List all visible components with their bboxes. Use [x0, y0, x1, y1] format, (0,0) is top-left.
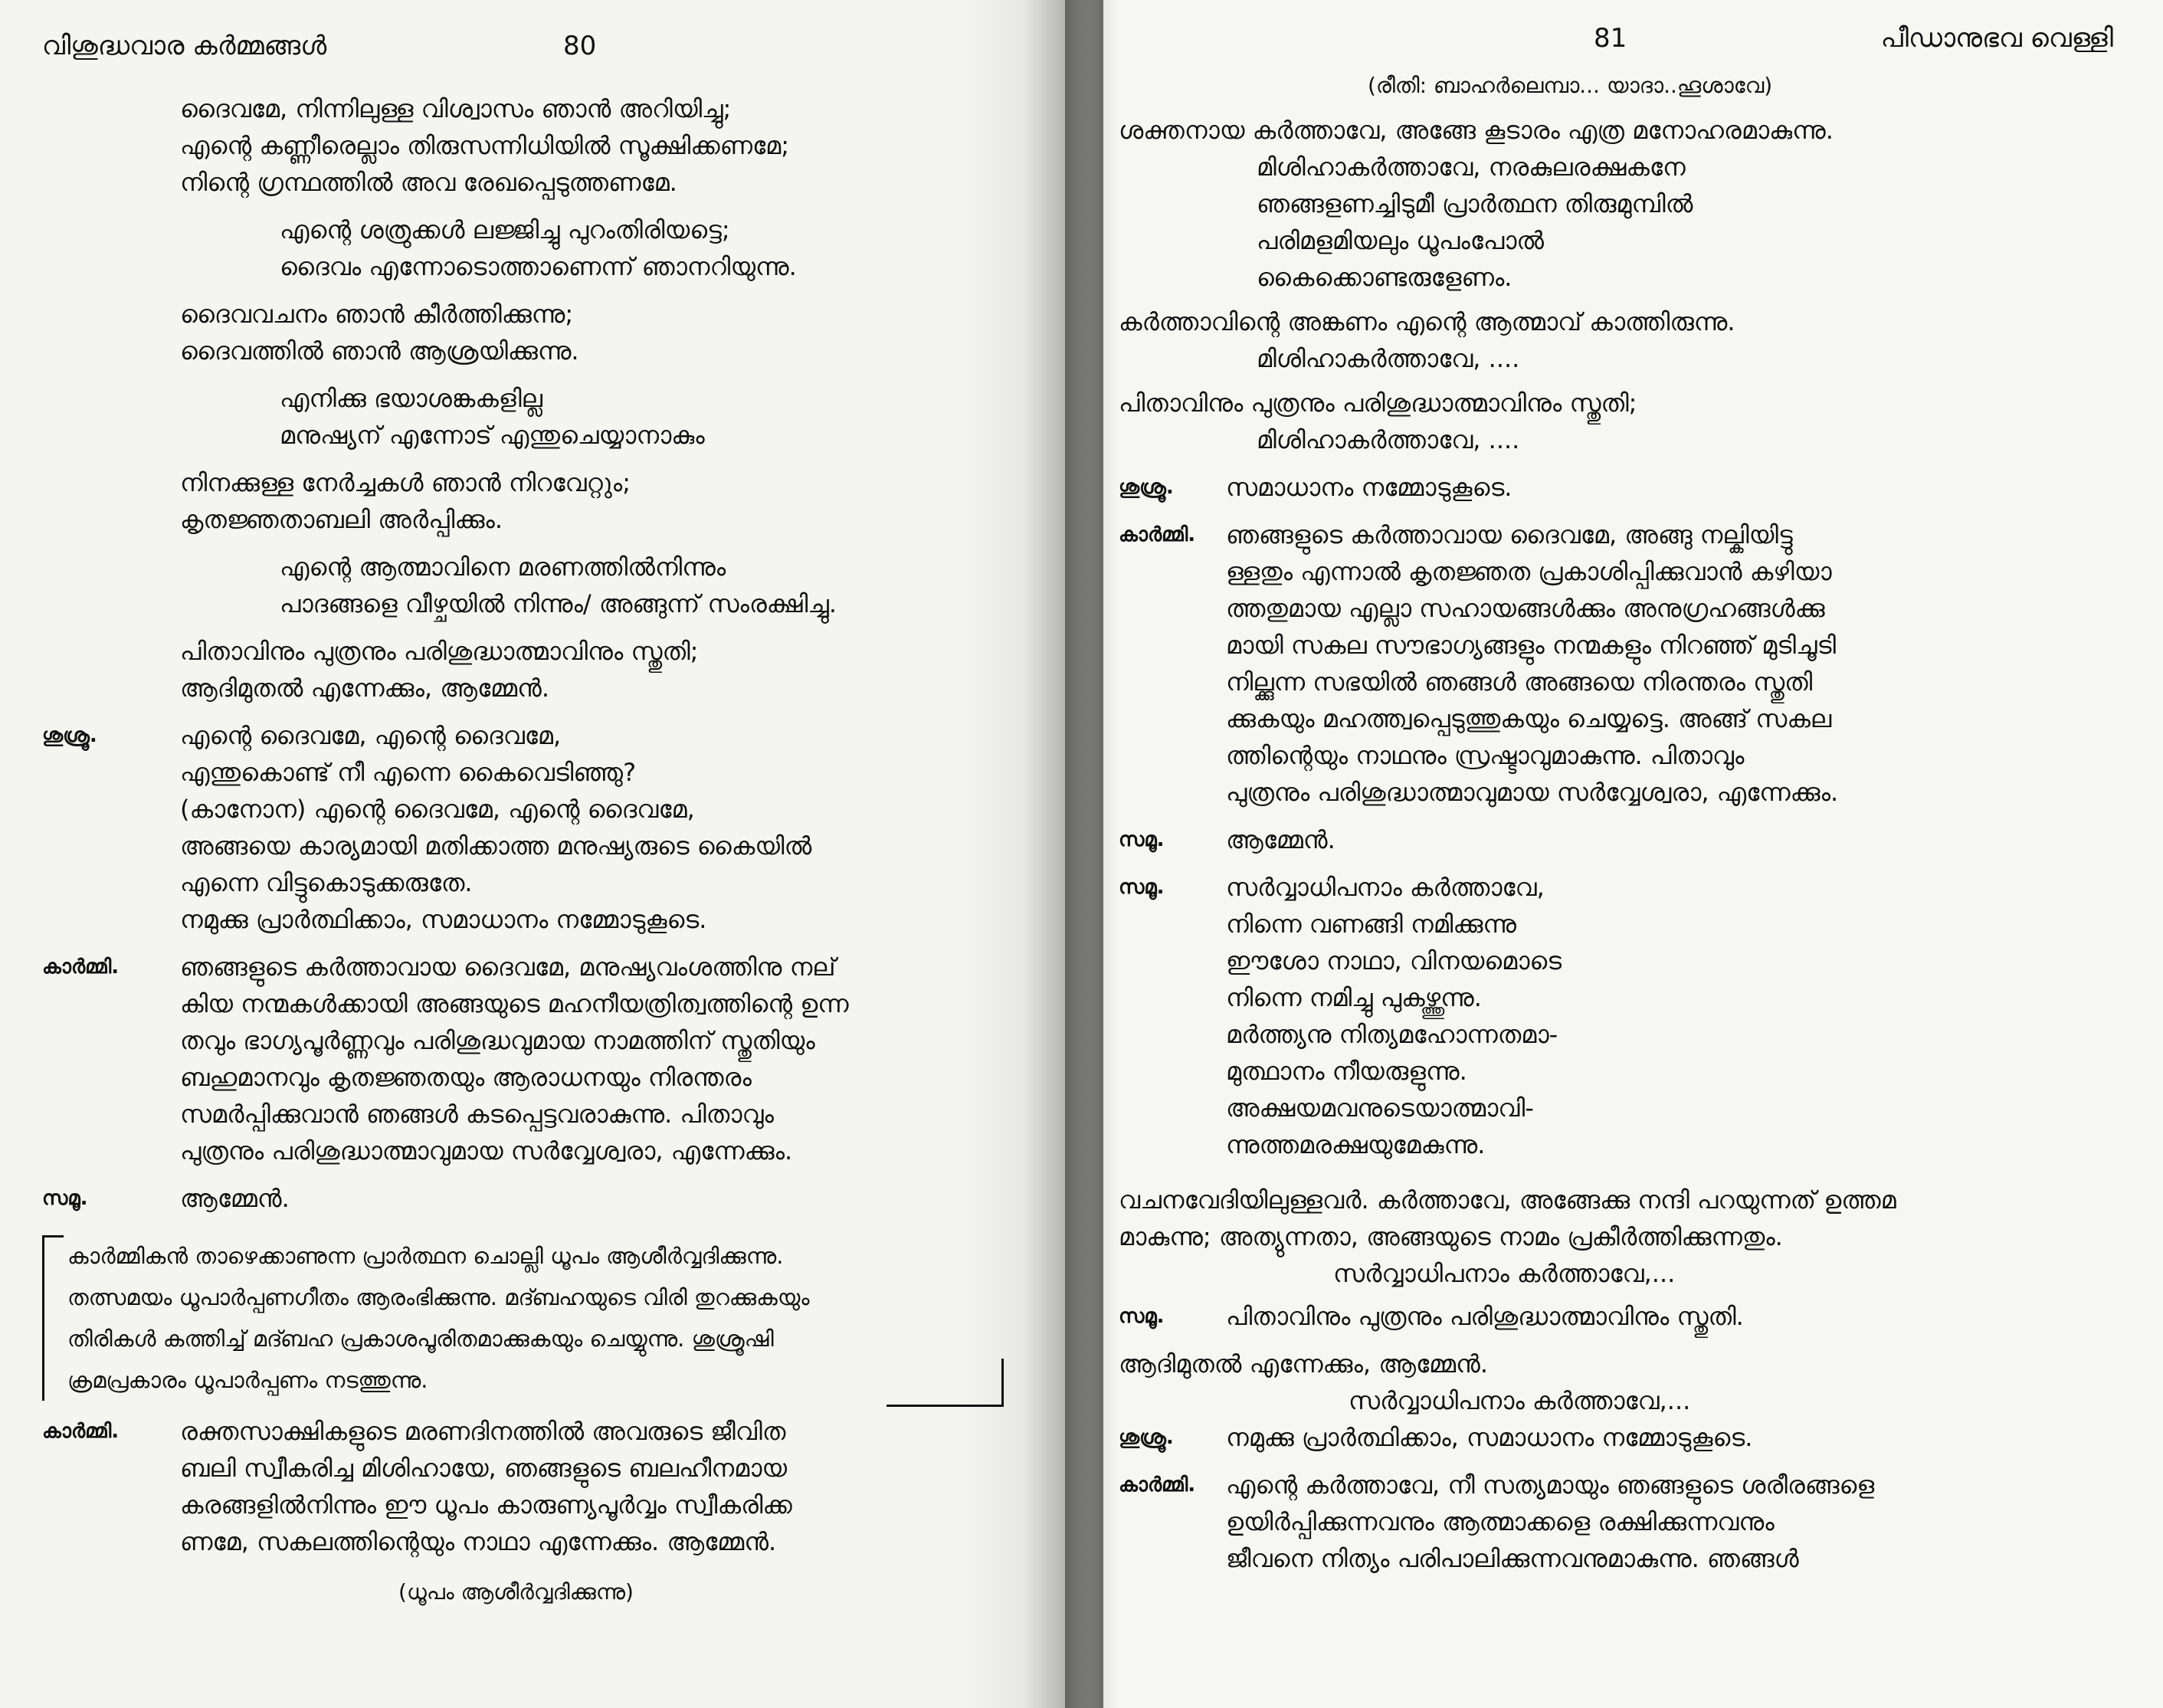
dialogue-line: ത്തതുമായ എല്ലാ സഹായങ്ങൾക്കും അനുഗ്രഹങ്ങൾക്കു — [1226, 594, 1825, 623]
closing-doxology — [1119, 1298, 2144, 1346]
speaker-label — [1119, 1016, 1226, 1053]
spacer — [42, 538, 1034, 549]
dialogue-line: എന്തുകൊണ്ട് നീ എന്നെ കൈവെടിഞ്ഞു? — [180, 758, 637, 787]
speaker-label — [42, 985, 180, 1022]
speaker-label: ശുശ്രൂ. — [42, 724, 97, 747]
spacer — [42, 201, 1034, 211]
dialogue-row — [1119, 737, 2144, 774]
verse-line: കൃതജ്ഞതാബലി അർപ്പിക്കും. — [180, 505, 503, 534]
closing-line: ആദിമുതൽ എന്നേക്കും, ആമ്മേൻ. — [1119, 1349, 1489, 1379]
speaker-label: സമൂ. — [1119, 828, 1165, 851]
right-page-number: 81 — [1594, 23, 1627, 54]
right-header-title: പീഡാനുഭവ വെള്ളി — [1880, 23, 2113, 54]
speaker-label: ശുശ്രൂ. — [1119, 1426, 1174, 1449]
verse-line: ദൈവത്തിൽ ഞാൻ ആശ്രയിക്കുന്നു. — [180, 336, 579, 366]
dialogue-row — [1119, 943, 2144, 979]
dialogue-row — [1119, 869, 2144, 906]
spacer — [1119, 458, 2144, 469]
speaker-label — [1119, 664, 1226, 700]
hymn-line: കൈക്കൊണ്ടരുളേണം. — [1257, 263, 1512, 292]
dialogue-line: ന്നുത്തമരക്ഷയുമേകുന്നു. — [1226, 1130, 1486, 1159]
speaker-label — [42, 1487, 180, 1523]
dialogue-line: ആമ്മേൻ. — [180, 1184, 290, 1213]
verse-block — [42, 633, 1034, 706]
speaker-label — [42, 1523, 180, 1560]
tune-note: (രീതി: ബാഹർലെമ്പാ... യാദാ..ഹൂശാവേ) — [1368, 73, 1773, 98]
dialogue-line: (കാനോന) എന്റെ ദൈവമേ, എന്റെ ദൈവമേ, — [180, 795, 695, 824]
spacer — [1119, 858, 2144, 869]
dialogue-line: നിന്നെ നമിച്ചു പുകഴ്ത്തുന്നു. — [1226, 983, 1482, 1012]
spacer — [42, 369, 1034, 380]
right-page — [1065, 0, 2163, 1708]
speaker-label — [42, 901, 180, 938]
dialogue-line: ഈശോ നാഥാ, വിനയമൊടെ — [1226, 946, 1562, 975]
dialogue-row — [42, 1096, 1034, 1133]
verse-line: മനുഷ്യന് എന്നോട് എന്തുചെയ്യാനാകും — [280, 421, 705, 450]
dialogue-row — [42, 901, 1034, 938]
verse-line: ദൈവമേ, നിന്നിലുള്ള വിശ്വാസം ഞാൻ അറിയിച്ചു; — [180, 94, 732, 123]
speaker-label — [1119, 774, 1226, 811]
left-psalm-verses — [42, 90, 1034, 717]
dialogue-line: ആമ്മേൻ. — [1226, 825, 1335, 854]
rubric-line: തത്സമയം ധൂപാർപ്പണഗീതം ആരംഭിക്കുന്നു. മദ്ബഹയുടെ വിരി തുറക്കുകയും — [67, 1284, 810, 1310]
spacer — [1119, 1335, 2144, 1346]
dialogue-row — [1119, 1503, 2144, 1540]
dialogue-line: മുത്ഥാനം നീയരുളുന്നു. — [1226, 1057, 1467, 1086]
dialogue-row — [1119, 821, 2144, 858]
speaker-label: കാർമ്മി. — [1119, 523, 1196, 546]
spacer — [1119, 506, 2144, 516]
left-dialogue-2 — [42, 1413, 1034, 1571]
dialogue-line: ഞങ്ങളുടെ കർത്താവായ ദൈവമേ, മനുഷ്യവംശത്തിനു നല് — [180, 952, 836, 982]
dialogue-row — [1119, 1053, 2144, 1090]
left-header-title: വിശുദ്ധവാര കർമ്മങ്ങൾ — [42, 31, 327, 61]
spacer — [42, 622, 1034, 633]
dialogue-line: ത്തിന്റെയും നാഥനും സ്രഷ്ടാവുമാകുന്നു. പിതാവും — [1226, 741, 1745, 770]
verse-block — [42, 211, 1034, 285]
spacer — [1119, 1456, 2144, 1467]
spacer — [42, 1217, 1034, 1228]
hymn-line: ഞങ്ങളണച്ചിടുമീ പ്രാർത്ഥന തിരുമുമ്പിൽ — [1257, 189, 1693, 218]
speaker-label — [42, 864, 180, 901]
speaker-label — [1119, 627, 1226, 664]
final-prayer — [1119, 1419, 2144, 1588]
verse-line: നിനക്കുള്ള നേർച്ചകൾ ഞാൻ നിറവേറ്റും; — [180, 468, 631, 497]
dialogue-line: എന്റെ കർത്താവേ, നീ സത്യമായും ഞങ്ങളുടെ ശരീരങ്ങളെ — [1226, 1470, 1875, 1500]
dialogue-line: നിന്നെ വണങ്ങി നമിക്കുന്നു — [1226, 910, 1517, 939]
dialogue-line: പുത്രനും പരിശുദ്ധാത്മാവുമായ സർവ്വേശ്വരാ, എന്നേക്കും. — [1226, 778, 1839, 807]
hymn-line: മിശിഹാകർത്താവേ, .... — [1257, 425, 1520, 454]
speaker-label — [1119, 737, 1226, 774]
dialogue-row — [42, 864, 1034, 901]
spacer — [42, 1560, 1034, 1571]
dialogue-line: അക്ഷയമവനുടെയാത്മാവി- — [1226, 1093, 1534, 1123]
lector-line: വചനവേദിയിലുള്ളവർ. കർത്താവേ, അങ്ങേക്കു നന്ദി പറയുന്നത് ഉത്തമ — [1119, 1185, 1896, 1215]
dialogue-row — [42, 1180, 1034, 1217]
dialogue-line: സമാധാനം നമ്മോടുകൂടെ. — [1226, 473, 1512, 502]
speaker-label — [42, 1133, 180, 1169]
dialogue-row — [1119, 1467, 2144, 1503]
verse-block — [42, 90, 1034, 201]
speaker-label — [42, 754, 180, 791]
spacer — [42, 454, 1034, 464]
verse-line: പിതാവിനും പുത്രനും പരിശുദ്ധാത്മാവിനും സ്തുതി; — [180, 637, 699, 666]
dialogue-line: നമുക്കു പ്രാർത്ഥിക്കാം, സമാധാനം നമ്മോടുകൂടെ. — [1226, 1423, 1753, 1452]
dialogue-line: അങ്ങയെ കാര്യമായി മതിക്കാത്ത മനുഷ്യരുടെ കൈയിൽ — [180, 831, 812, 861]
rubric-line: കാർമ്മികൻ താഴെക്കാണുന്ന പ്രാർത്ഥന ചൊല്ലി ധൂപം ആശീർവ്വദിക്കുന്നു. — [67, 1243, 784, 1269]
dialogue-row — [1119, 700, 2144, 737]
speaker-label: സമൂ. — [42, 1187, 88, 1210]
lector-verse — [1119, 1182, 2144, 1255]
speaker-label — [1119, 906, 1226, 943]
dialogue-line: ണമേ, സകലത്തിന്റെയും നാഥാ എന്നേക്കും. ആമ്മേൻ. — [180, 1527, 777, 1556]
rubric-line: തിരികൾ കത്തിച്ച് മദ്ബഹ പ്രകാശപൂരിതമാക്കുകയും ചെയ്യുന്നു. ശുശ്രൂഷി — [67, 1326, 774, 1352]
dialogue-line: സർവ്വാധിപനാം കർത്താവേ, — [1226, 873, 1545, 902]
speaker-label — [42, 1096, 180, 1133]
spacer — [42, 706, 1034, 717]
speaker-label: ശുശ്രൂ. — [1119, 476, 1174, 499]
dialogue-row — [1119, 906, 2144, 943]
dialogue-line: ബഹുമാനവും കൃതജ്ഞതയും ആരാധനയും നിരന്തരം — [180, 1063, 752, 1092]
dialogue-line: കരങ്ങളിൽനിന്നും ഈ ധൂപം കാരുണ്യപൂർവ്വം സ്വീകരിക്ക — [180, 1490, 792, 1519]
verse-line: പാദങ്ങളെ വീഴ്ചയിൽ നിന്നും/ അങ്ങുന്ന് സംരക്ഷിച്ചു. — [280, 589, 837, 618]
rubric-line: ക്രമപ്രകാരം ധൂപാർപ്പണം നടത്തുന്നു. — [67, 1367, 428, 1393]
dialogue-row — [1119, 1419, 2144, 1456]
speaker-label — [1119, 553, 1226, 590]
speaker-label: സമൂ. — [1119, 876, 1165, 899]
dialogue-line: എന്റെ ദൈവമേ, എന്റെ ദൈവമേ, — [180, 721, 562, 750]
dialogue-line: ക്കുകയും മഹത്ത്വപ്പെടുത്തുകയും ചെയ്യട്ടെ. അങ്ങ് സകല — [1226, 704, 1832, 733]
verse-line: എന്റെ ആത്മാവിനെ മരണത്തിൽനിന്നും — [280, 552, 726, 582]
dialogue-line: ഞങ്ങളുടെ കർത്താവായ ദൈവമേ, അങ്ങു നല്കിയിട്ടു — [1226, 520, 1793, 549]
hymn-line: മിശിഹാകർത്താവേ, നരകുലരക്ഷകനേ — [1257, 152, 1686, 182]
left-page-header — [42, 31, 1034, 77]
dialogue-row — [42, 949, 1034, 985]
verse-line: എന്റെ കണ്ണീരെല്ലാം തിരുസന്നിധിയിൽ സൂക്ഷിക്കണമേ; — [180, 131, 789, 160]
spacer — [1119, 811, 2144, 821]
closing-refrain: സർവ്വാധിപനാം കർത്താവേ,... — [1349, 1386, 1691, 1415]
speaker-label — [42, 828, 180, 864]
speaker-label — [42, 1059, 180, 1096]
hymn-line: മിശിഹാകർത്താവേ, .... — [1257, 344, 1520, 373]
dialogue-row — [1119, 1016, 2144, 1053]
dialogue-row — [1119, 627, 2144, 664]
verse-line: എനിക്കു ഭയാശങ്കകളില്ല — [280, 384, 543, 413]
speaker-label — [42, 1022, 180, 1059]
speaker-label — [1119, 590, 1226, 627]
dialogue-row — [42, 1523, 1034, 1560]
spacer — [1119, 1577, 2144, 1588]
speaker-label — [1119, 1090, 1226, 1126]
lector-refrain: സർവ്വാധിപനാം കർത്താവേ,... — [1333, 1259, 1676, 1288]
spacer — [1119, 1163, 2144, 1174]
rubric-box — [42, 1235, 1034, 1401]
dialogue-line: നമുക്കു പ്രാർത്ഥിക്കാം, സമാധാനം നമ്മോടുകൂടെ. — [180, 905, 707, 934]
speaker-label: സമൂ. — [1119, 1305, 1165, 1328]
left-dialogue — [42, 717, 1034, 1228]
speaker-label — [1119, 1540, 1226, 1577]
verse-line: ആദിമുതൽ എന്നേക്കും, ആമ്മേൻ. — [180, 674, 550, 703]
dialogue-row — [1119, 469, 2144, 506]
dialogue-row — [42, 1413, 1034, 1450]
left-page-number: 80 — [563, 31, 597, 61]
dialogue-line: സമർപ്പിക്കുവാൻ ഞങ്ങൾ കടപ്പെട്ടവരാകുന്നു. പിതാവും — [180, 1100, 774, 1129]
dialogue-row — [42, 791, 1034, 828]
dialogue-line: ബലി സ്വീകരിച്ച മിശിഹായേ, ഞങ്ങളുടെ ബലഹീനമായ — [180, 1454, 788, 1483]
dialogue-row — [1119, 1540, 2144, 1577]
speaker-label: കാർമ്മി. — [1119, 1474, 1196, 1497]
speaker-label — [1119, 1503, 1226, 1540]
dialogue-row — [1119, 1090, 2144, 1126]
dialogue-line: പുത്രനും പരിശുദ്ധാത്മാവുമായ സർവ്വേശ്വരാ, എന്നേക്കും. — [180, 1136, 793, 1165]
spacer — [42, 1169, 1034, 1180]
speaker-label: കാർമ്മി. — [42, 956, 120, 979]
dialogue-row — [42, 828, 1034, 864]
dialogue-row — [42, 985, 1034, 1022]
hymn-line: പിതാവിനും പുത്രനും പരിശുദ്ധാത്മാവിനും സ്തുതി; — [1119, 388, 1637, 418]
dialogue-line: ജീവനെ നിത്യം പരിപാലിക്കുന്നവനുമാകുന്നു. ഞങ്ങൾ — [1226, 1544, 1799, 1573]
dialogue-line: രക്തസാക്ഷികളുടെ മരണദിനത്തിൽ അവരുടെ ജീവിത — [180, 1417, 786, 1446]
speaker-label — [1119, 1053, 1226, 1090]
lector-line: മാകുന്നു; അത്യുന്നതാ, അങ്ങയുടെ നാമം പ്രകീർത്തിക്കുന്നതും. — [1119, 1222, 1783, 1251]
speaker-label — [1119, 979, 1226, 1016]
dialogue-row — [1119, 553, 2144, 590]
speaker-label: കാർമ്മി. — [42, 1420, 120, 1443]
dialogue-row — [42, 1450, 1034, 1487]
dialogue-row — [1119, 1298, 2144, 1335]
dialogue-line: നില്ക്കുന്ന സഭയിൽ ഞങ്ങൾ അങ്ങയെ നിരന്തരം സ്തുതി — [1226, 667, 1813, 697]
dialogue-row — [1119, 979, 2144, 1016]
verse-line: എന്റെ ശത്രുക്കൾ ലജ്ജിച്ചു പുറംതിരിയട്ടെ; — [280, 215, 730, 244]
right-hymn — [1119, 112, 2144, 469]
verse-line: ദൈവം എന്നോടൊത്താണെന്ന് ഞാനറിയുന്നു. — [280, 252, 797, 281]
dialogue-row — [1119, 774, 2144, 811]
speaker-label — [1119, 1126, 1226, 1163]
speaker-label — [42, 791, 180, 828]
dialogue-line: ള്ളതും എന്നാൽ കൃതജ്ഞത പ്രകാശിപ്പിക്കുവാൻ കഴിയാ — [1226, 557, 1832, 586]
verse-block — [42, 296, 1034, 369]
hymn-line: കർത്താവിന്റെ അങ്കണം എന്റെ ആത്മാവ് കാത്തിരുന്നു. — [1119, 307, 1735, 336]
dialogue-row — [42, 1022, 1034, 1059]
speaker-label — [1119, 700, 1226, 737]
dialogue-row — [1119, 590, 2144, 627]
dialogue-row — [1119, 516, 2144, 553]
dialogue-line: മർത്ത്യനു നിത്യമഹോന്നതമാ- — [1226, 1020, 1558, 1049]
dialogue-row — [42, 754, 1034, 791]
verse-block — [42, 464, 1034, 538]
dialogue-row — [42, 1487, 1034, 1523]
hymn-line: പരിമളമിയലും ധൂപംപോൽ — [1257, 226, 1545, 255]
verse-block — [42, 549, 1034, 622]
right-page-header — [1119, 23, 2144, 67]
dialogue-row — [42, 717, 1034, 754]
dialogue-row — [1119, 664, 2144, 700]
dialogue-line: എന്നെ വിട്ടുകൊടുക്കരുതേ. — [180, 868, 473, 897]
dialogue-line: കിയ നന്മകൾക്കായി അങ്ങയുടെ മഹനീയത്രിത്വത്തിന്റെ ഉന്ന — [180, 989, 849, 1018]
hymn-line: ശക്തനായ കർത്താവേ, അങ്ങേ കൂടാരം എത്ര മനോഹരമാകുന്നു. — [1119, 116, 1834, 145]
spacer — [42, 285, 1034, 296]
dialogue-row — [1119, 1126, 2144, 1163]
verse-line: നിന്റെ ഗ്രന്ഥത്തിൽ അവ രേഖപ്പെടുത്തണമേ. — [180, 168, 677, 197]
dialogue-line: പിതാവിനും പുത്രനും പരിശുദ്ധാത്മാവിനും സ്തുതി. — [1226, 1302, 1744, 1331]
verse-block — [42, 380, 1034, 454]
dialogue-row — [42, 1133, 1034, 1169]
dialogue-row — [42, 1059, 1034, 1096]
speaker-label — [42, 1450, 180, 1487]
dialogue-line: ഉയിർപ്പിക്കുന്നവനും ആത്മാക്കളെ രക്ഷിക്കുന്നവനും — [1226, 1507, 1775, 1536]
dialogue-line: തവും ഭാഗ്യപൂർണ്ണവും പരിശുദ്ധവുമായ നാമത്തിന് സ്തുതിയും — [180, 1026, 815, 1055]
verse-line: ദൈവവചനം ഞാൻ കീർത്തിക്കുന്നു; — [180, 300, 574, 329]
spacer — [42, 938, 1034, 949]
speaker-label — [1119, 943, 1226, 979]
right-dialogue — [1119, 469, 2144, 1174]
footer-rubric: (ധൂപം ആശീർവ്വദിക്കുന്നു) — [398, 1579, 634, 1605]
left-page — [0, 0, 1065, 1708]
dialogue-line: മായി സകല സൗഭാഗ്യങ്ങളും നന്മകളും നിറഞ്ഞ് മുടിചൂടി — [1226, 631, 1837, 660]
